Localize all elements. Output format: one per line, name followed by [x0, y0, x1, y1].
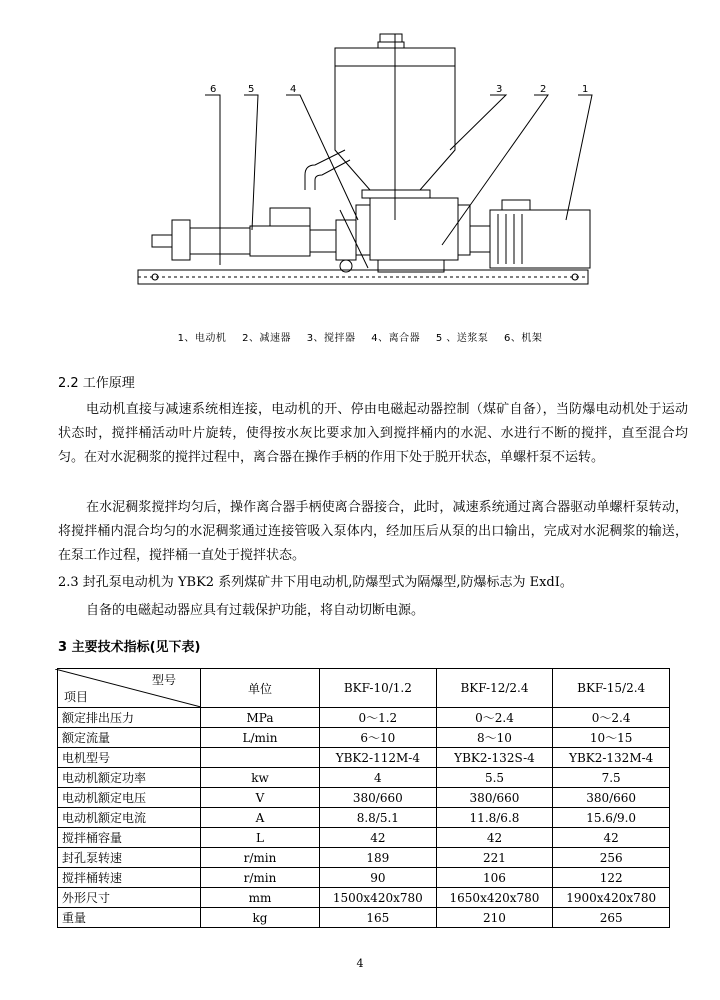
table-row: [58, 888, 670, 908]
row-value: 6～10: [320, 728, 437, 748]
caption-item: 2、减速器: [242, 333, 291, 344]
section-heading-2-2: 2.2 工作原理: [58, 376, 135, 391]
row-value: 0～2.4: [436, 708, 553, 728]
row-value: 7.5: [553, 768, 670, 788]
row-value: 8～10: [436, 728, 553, 748]
row-label: 电动机额定电流: [58, 808, 201, 828]
figure-caption: [0, 329, 720, 344]
row-label: 封孔泵转速: [58, 848, 201, 868]
row-value: 1900x420x780: [553, 888, 670, 908]
diagonal-header-cell: [58, 669, 201, 708]
row-label: 重量: [58, 908, 201, 928]
row-unit: [201, 748, 320, 768]
row-value: 380/660: [553, 788, 670, 808]
page-number: 4: [356, 957, 364, 970]
row-value: 210: [436, 908, 553, 928]
header-item: 项目: [64, 690, 89, 704]
row-label: 电动机额定功率: [58, 768, 201, 788]
section-heading-3: 3 主要技术指标(见下表): [58, 640, 201, 655]
row-value: 1650x420x780: [436, 888, 553, 908]
row-value: 106: [436, 868, 553, 888]
row-value: 90: [320, 868, 437, 888]
row-value: YBK2-132M-4: [553, 748, 670, 768]
row-value: YBK2-132S-4: [436, 748, 553, 768]
row-unit: A: [201, 808, 320, 828]
table-row: [58, 848, 670, 868]
row-value: 5.5: [436, 768, 553, 788]
table-row: [58, 908, 670, 928]
callout-3: 3: [496, 84, 503, 95]
row-value: 11.8/6.8: [436, 808, 553, 828]
row-unit: MPa: [201, 708, 320, 728]
row-unit: kg: [201, 908, 320, 928]
row-value: 42: [320, 828, 437, 848]
table-row: [58, 728, 670, 748]
row-value: 1500x420x780: [320, 888, 437, 908]
row-value: 0～1.2: [320, 708, 437, 728]
row-unit: V: [201, 788, 320, 808]
paragraph-working-principle-2: 在水泥稠浆搅拌均匀后，操作离合器手柄使离合器接合，此时，减速系统通过离合器驱动单螺杆泵转动，将搅拌桶内混合均匀的水泥稠浆通过连接管吸入泵体内，经加压后从泵的出口输出，完成对水泥稠浆的输送，在泵工作过程，搅拌桶一直处于搅拌状态。: [58, 500, 688, 563]
technical-spec-table: [57, 668, 670, 928]
table-header-row: [58, 669, 670, 708]
caption-item: 5 、送浆泵: [435, 333, 489, 344]
row-value: 10～15: [553, 728, 670, 748]
caption-item: 6、机架: [504, 333, 543, 344]
callout-6: 6: [210, 84, 217, 95]
header-model-2: BKF-12/2.4: [436, 669, 553, 708]
row-value: 8.8/5.1: [320, 808, 437, 828]
row-label: 额定排出压力: [58, 708, 201, 728]
row-label: 电机型号: [58, 748, 201, 768]
table-row: [58, 708, 670, 728]
row-value: 42: [553, 828, 670, 848]
row-unit: r/min: [201, 848, 320, 868]
row-label: 电动机额定电压: [58, 788, 201, 808]
paragraph-starter-note: 自备的电磁起动器应具有过载保护功能，将自动切断电源。: [86, 603, 425, 618]
row-value: YBK2-112M-4: [320, 748, 437, 768]
row-value: 0～2.4: [553, 708, 670, 728]
callout-1: 1: [582, 84, 589, 95]
row-unit: L/min: [201, 728, 320, 748]
row-unit: L: [201, 828, 320, 848]
table-row: [58, 828, 670, 848]
header-unit: 单位: [201, 669, 320, 708]
callout-5: 5: [248, 84, 255, 95]
row-unit: r/min: [201, 868, 320, 888]
row-unit: kw: [201, 768, 320, 788]
machine-drawing: [130, 30, 600, 295]
caption-item: 3、搅拌器: [306, 333, 356, 344]
callout-2: 2: [540, 84, 547, 95]
row-value: 189: [320, 848, 437, 868]
row-value: 256: [553, 848, 670, 868]
header-model-1: BKF-10/1.2: [320, 669, 437, 708]
row-value: 15.6/9.0: [553, 808, 670, 828]
row-value: 221: [436, 848, 553, 868]
row-unit: mm: [201, 888, 320, 908]
paragraph-working-principle-1: 电动机直接与减速系统相连接，电动机的开、停由电磁起动器控制（煤矿自备），当防爆电动机处于运动状态时，搅拌桶活动叶片旋转，使得按水灰比要求加入到搅拌桶内的水泥、水进行不断的搅拌，直至混合均匀。在对水泥稠浆的搅拌过程中，离合器在操作手柄的作用下处于脱开状态，单螺杆泵不运转。: [58, 402, 688, 465]
table-row: [58, 788, 670, 808]
row-value: 380/660: [436, 788, 553, 808]
table-row: [58, 808, 670, 828]
row-label: 搅拌桶容量: [58, 828, 201, 848]
caption-item: 4、离合器: [371, 333, 421, 344]
callout-4: 4: [290, 84, 297, 95]
row-value: 4: [320, 768, 437, 788]
row-label: 搅拌桶转速: [58, 868, 201, 888]
paragraph-motor-spec: 2.3 封孔泵电动机为 YBK2 系列煤矿井下用电动机,防爆型式为隔爆型,防爆标志为 ExdI。: [58, 575, 573, 590]
table-row: [58, 868, 670, 888]
header-model: 型号: [151, 673, 176, 687]
row-value: 265: [553, 908, 670, 928]
caption-item: 1、电动机: [177, 333, 227, 344]
row-value: 42: [436, 828, 553, 848]
row-value: 380/660: [320, 788, 437, 808]
row-label: 额定流量: [58, 728, 201, 748]
row-value: 122: [553, 868, 670, 888]
row-label: 外形尺寸: [58, 888, 201, 908]
header-model-3: BKF-15/2.4: [553, 669, 670, 708]
table-row: [58, 768, 670, 788]
row-value: 165: [320, 908, 437, 928]
table-row: [58, 748, 670, 768]
